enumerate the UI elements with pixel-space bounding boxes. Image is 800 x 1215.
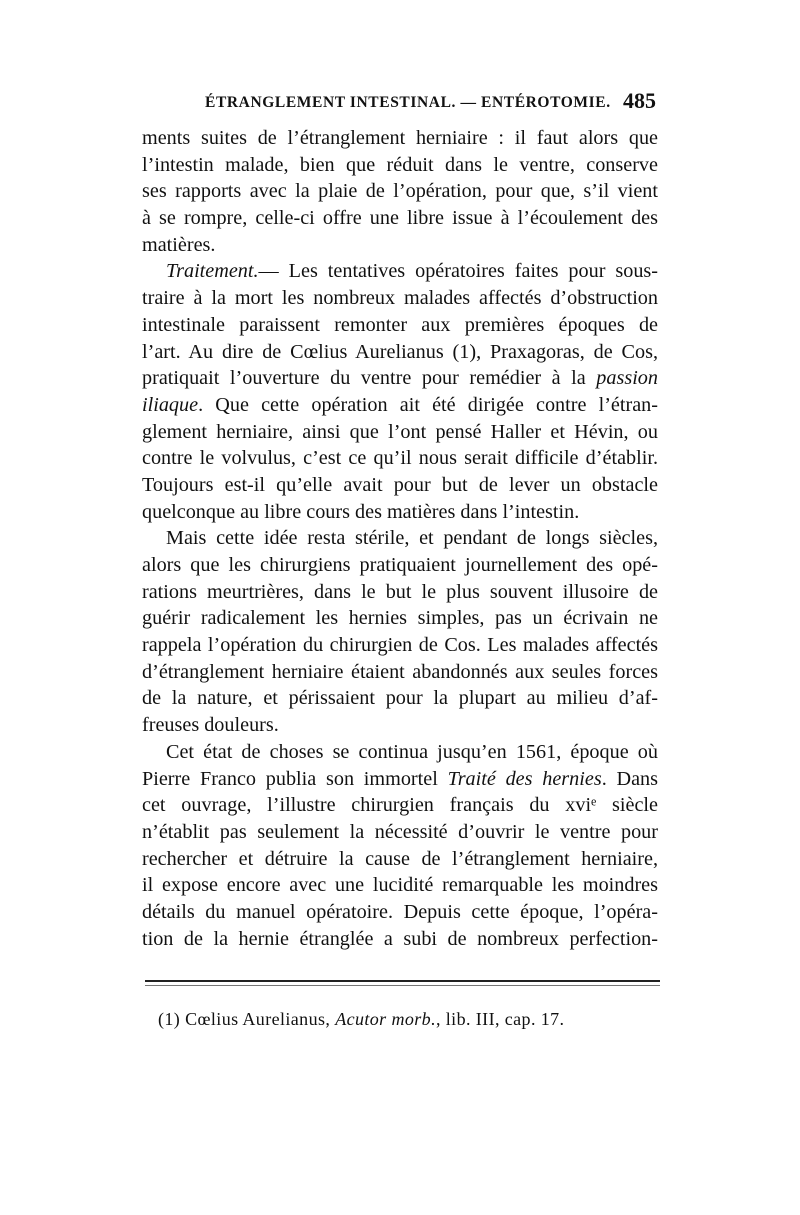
text-run: détails du manuel opératoire. Depuis cette époque, l’opéra- <box>142 900 658 923</box>
text-line <box>142 472 658 499</box>
text-line <box>142 499 658 526</box>
text-run: ses rapports avec la plaie de l’opération, pour que, s’il vient <box>142 180 658 203</box>
text-run: rechercher et détruire la cause de l’étranglement herniaire, <box>142 847 658 870</box>
running-title: ÉTRANGLEMENT INTESTINAL. — ENTÉROTOMIE. <box>205 94 611 111</box>
text-line <box>142 258 658 285</box>
text-line <box>142 632 658 659</box>
text-run: . Dans <box>601 767 658 790</box>
text-line <box>142 419 658 446</box>
text-run: d’étranglement herniaire étaient abandonnés aux seules forces <box>142 660 658 683</box>
text-run: contre le volvulus, c’est ce qu’il nous serait difficile d’établir. <box>142 447 658 470</box>
text-run: n’établit pas seulement la nécessité d’ouvrir le ventre pour <box>142 820 658 843</box>
text-run: rations meurtrières, dans le but le plus souvent illusoire de <box>142 580 658 603</box>
text-run: glement herniaire, ainsi que l’ont pensé Haller et Hévin, ou <box>142 420 658 443</box>
text-line <box>142 605 658 632</box>
text-line <box>142 125 658 152</box>
text-line <box>142 232 658 259</box>
text-line <box>142 872 658 899</box>
text-line <box>142 445 658 472</box>
italic-text: iliaque <box>142 393 199 416</box>
text-line <box>142 899 658 926</box>
text-line <box>142 365 658 392</box>
text-run: Toujours est-il qu’elle avait pour but de lever un obstacle <box>142 473 658 496</box>
text-run: Mais cette idée resta stérile, et pendant de longs siècles, <box>166 527 658 550</box>
text-run: il expose encore avec une lucidité remarquable les moindres <box>142 874 658 897</box>
text-line <box>142 285 658 312</box>
text-run: alors que les chirurgiens pratiquaient journellement des opé- <box>142 554 658 576</box>
text-run: l’art. Au dire de Cœlius Aurelianus (1), Praxagoras, de Cos, <box>142 340 658 363</box>
text-line <box>142 766 658 793</box>
text-line <box>142 205 658 232</box>
text-run: pratiquait l’ouverture du ventre pour remédier à la <box>142 367 597 390</box>
text-line <box>142 659 658 686</box>
text-run: matières. <box>142 233 216 256</box>
page-number: 485 <box>623 88 656 113</box>
text-run: cet ouvrage, l’illustre chirurgien français du xviᵉ siècle <box>142 794 658 817</box>
text-run: tion de la hernie étranglée a subi de nombreux perfection- <box>142 927 658 950</box>
footnote-marker: (1) Cœlius Aurelianus, <box>158 1009 336 1029</box>
text-run: quelconque au libre cours des matières dans l’intestin. <box>142 500 580 523</box>
text-run: . Que cette opération ait été dirigée contre l’étran- <box>198 393 658 416</box>
text-run: rappela l’opération du chirurgien de Cos. Les malades affectés <box>142 634 658 657</box>
text-run: traire à la mort les nombreux malades affectés d’obstruction <box>142 287 658 310</box>
text-run: l’intestin malade, bien que réduit dans le ventre, conserve <box>142 153 658 176</box>
text-run: intestinale paraissent remonter aux premières époques de <box>142 313 658 336</box>
footnote-title: Acutor morb. <box>335 1009 436 1029</box>
text-line <box>142 739 658 766</box>
text-run: guérir radicalement les hernies simples, pas un écrivain ne <box>142 607 658 630</box>
text-line <box>142 525 658 552</box>
text-line <box>142 152 658 179</box>
text-line <box>142 339 658 366</box>
italic-text: Traitement. <box>166 260 259 283</box>
text-line <box>142 392 658 419</box>
text-run: de la nature, et périssaient pour la plupart au milieu d’af- <box>142 687 658 710</box>
italic-text: Traité des hernies <box>447 767 602 790</box>
body-text <box>142 125 658 952</box>
text-line <box>142 312 658 339</box>
text-run: à se rompre, celle-ci offre une libre issue à l’écoulement des <box>142 207 658 230</box>
footnote-rest: , lib. III, cap. 17. <box>435 1009 565 1029</box>
text-run: — Les tentatives opératoires faites pour sous- <box>258 260 658 283</box>
text-line <box>142 819 658 846</box>
text-run: Cet état de choses se continua jusqu’en 1561, époque où <box>166 740 658 763</box>
footnote-rule <box>145 980 660 982</box>
footnote-rule-thin <box>145 985 660 986</box>
text-line <box>142 792 658 819</box>
footnote <box>158 1009 564 1030</box>
text-line <box>142 712 658 739</box>
text-line <box>142 685 658 712</box>
text-run: freuses douleurs. <box>142 714 279 737</box>
text-line <box>142 926 658 953</box>
text-run: Pierre Franco publia son immortel <box>142 767 448 790</box>
running-head <box>205 86 656 120</box>
text-line <box>142 846 658 873</box>
text-line <box>142 552 658 579</box>
text-line <box>142 178 658 205</box>
text-line <box>142 579 658 606</box>
text-run: ments suites de l’étranglement herniaire : il faut alors que <box>142 127 658 149</box>
italic-text: passion <box>596 367 658 390</box>
